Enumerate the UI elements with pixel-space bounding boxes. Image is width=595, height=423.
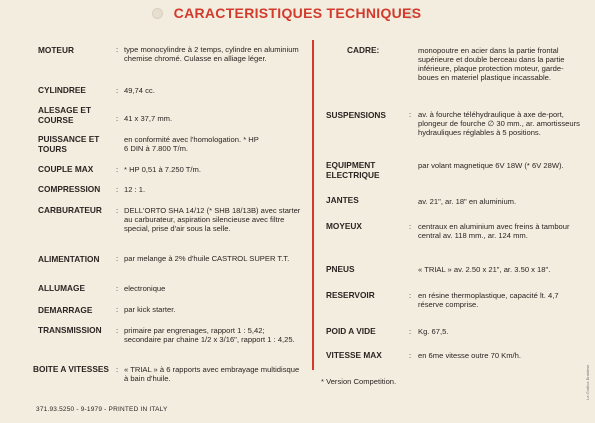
spec-label: COMPRESSION bbox=[38, 184, 101, 194]
spec-label: CADRE: bbox=[347, 45, 380, 55]
spec-value: Kg. 67,5. bbox=[418, 327, 449, 336]
colon: : bbox=[116, 86, 119, 95]
spec-value: monopoutre en acier dans la partie frontal supérieure et double berceau dans la partie inférieure, plaque protection moteur, garde-boues en materiel plastique incassable. bbox=[418, 46, 565, 82]
spec-value: en résine thermoplastique, capacité lt. 4,7 réserve comprise. bbox=[418, 291, 559, 309]
spec-value: par kick starter. bbox=[124, 305, 176, 314]
spec-value: av. à fourche téléhydraulique à axe de-port, plongeur de fourche ∅ 30 mm., ar. amortisseurs hydrauliques réglables à 5 positions. bbox=[418, 110, 580, 137]
spec-label: JANTES bbox=[326, 195, 359, 205]
spec-value: en 6me vitesse outre 70 Km/h. bbox=[418, 351, 521, 360]
colon: : bbox=[409, 110, 412, 119]
colon: : bbox=[116, 254, 119, 263]
print-footer: 371.93.5250 - 9-1979 - PRINTED IN ITALY bbox=[36, 406, 168, 413]
spec-label: COUPLE MAX bbox=[38, 164, 94, 174]
colon: : bbox=[116, 114, 119, 123]
spec-label: PNEUS bbox=[326, 264, 355, 274]
spec-label: DEMARRAGE bbox=[38, 305, 93, 315]
colon: : bbox=[116, 326, 119, 335]
colon: : bbox=[116, 305, 119, 314]
colon: : bbox=[409, 291, 412, 300]
spec-value: par volant magnetique 6V 18W (* 6V 28W). bbox=[418, 161, 564, 170]
spec-label: POID A VIDE bbox=[326, 326, 376, 336]
colon: : bbox=[116, 165, 119, 174]
spec-value: par melange à 2% d'huile CASTROL SUPER T.T. bbox=[124, 254, 290, 263]
colon: : bbox=[116, 206, 119, 215]
spec-label: RESERVOIR bbox=[326, 290, 375, 300]
spec-label: ALIMENTATION bbox=[38, 254, 100, 264]
spec-value: 49,74 cc. bbox=[124, 86, 155, 95]
spec-label: CARBURATEUR bbox=[38, 205, 102, 215]
version-note: * Version Competition. bbox=[321, 377, 397, 386]
spec-label: VITESSE MAX bbox=[326, 350, 382, 360]
page-title: CARACTERISTIQUES TECHNIQUES bbox=[173, 5, 422, 21]
spec-value: 41 x 37,7 mm. bbox=[124, 114, 173, 123]
colon: : bbox=[409, 327, 412, 336]
spec-label: MOTEUR bbox=[38, 45, 74, 55]
spec-value: 12 : 1. bbox=[124, 185, 146, 194]
spec-label: TRANSMISSION bbox=[38, 325, 102, 335]
printer-credit: La Grafica Braidese bbox=[585, 364, 590, 400]
colon: : bbox=[409, 351, 412, 360]
spec-label: EQUIPMENT ELECTRIQUE bbox=[326, 160, 380, 180]
spec-value: * HP 0,51 à 7.250 T/m. bbox=[124, 165, 201, 174]
spec-label: MOYEUX bbox=[326, 221, 362, 231]
spec-value: « TRIAL » à 6 rapports avec embrayage multidisque à bain d'huile. bbox=[124, 365, 300, 383]
spec-label: ALLUMAGE bbox=[38, 283, 86, 293]
spec-value: av. 21", ar. 18" en aluminium. bbox=[418, 197, 517, 206]
colon: : bbox=[116, 185, 119, 194]
spec-value: en conformité avec l'homologation. * HP 6 DIN à 7.800 T/m. bbox=[124, 135, 259, 153]
spec-value: « TRIAL » av. 2.50 x 21", ar. 3.50 x 18". bbox=[418, 265, 551, 274]
colon: : bbox=[116, 45, 119, 54]
spec-value: DELL'ORTO SHA 14/12 (* SHB 18/13B) avec starter au carburateur, aspiration silencieuse avec filtre special, prise d'air sous la selle. bbox=[124, 206, 301, 233]
spec-value: primaire par engrenages, rapport 1 : 5,42; secondaire par chaine 1/2 x 3/16", rapport 1 : 4,25. bbox=[124, 326, 295, 344]
colon: : bbox=[116, 365, 119, 374]
spec-label: ALESAGE ET COURSE bbox=[38, 105, 92, 125]
spec-label: PUISSANCE ET TOURS bbox=[38, 134, 100, 154]
spec-label: BOITE A VITESSES bbox=[33, 364, 109, 374]
spec-label: SUSPENSIONS bbox=[326, 110, 386, 120]
column-divider bbox=[312, 40, 314, 370]
spec-value: type monocylindre à 2 temps, cylindre en aluminium chemise chromé. Culasse en alliage léger. bbox=[124, 45, 299, 63]
colon: : bbox=[116, 284, 119, 293]
spec-value: centraux en aluminium avec freins à tambour central av. 118 mm., ar. 124 mm. bbox=[418, 222, 570, 240]
colon: : bbox=[409, 222, 412, 231]
spec-label: CYLINDREE bbox=[38, 85, 86, 95]
spec-value: electronique bbox=[124, 284, 166, 293]
